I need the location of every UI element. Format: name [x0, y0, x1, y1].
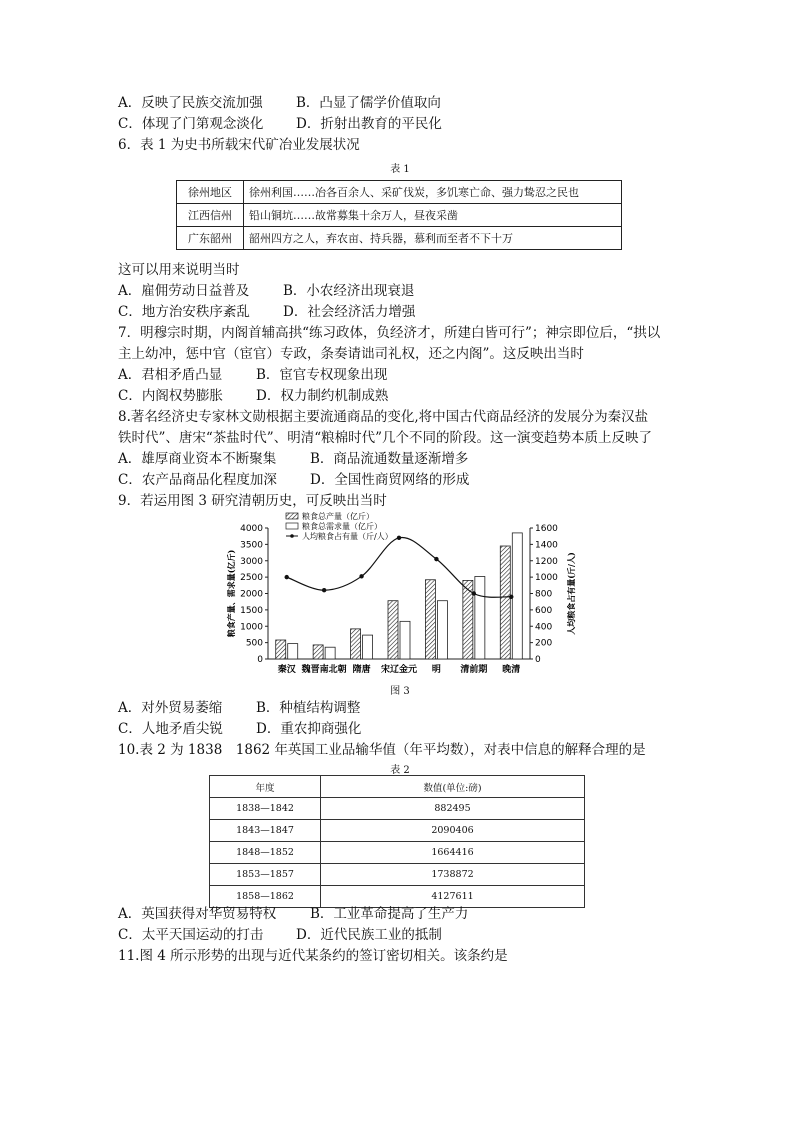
q6-option-d: D．社会经济活力增强 [283, 304, 416, 320]
q7-option-a: A．君相矛盾凸显 [118, 367, 223, 383]
q9-options-row2 [118, 719, 361, 739]
per-capita-point [397, 536, 401, 540]
table2-value: 882495 [321, 798, 585, 820]
demand-bar [363, 635, 373, 659]
q7-options-row2 [118, 386, 388, 406]
y2-tick-label: 1200 [535, 556, 558, 567]
per-capita-point [472, 591, 476, 595]
demand-bar [288, 644, 298, 659]
y-tick-label: 1000 [240, 622, 263, 633]
table-row [177, 227, 622, 250]
chart-legend [286, 511, 393, 541]
table-row [177, 181, 622, 204]
legend-label-per-capita: 人均粮食占有量（斤/人） [302, 532, 393, 541]
q6-option-a: A．雇佣劳动日益普及 [118, 283, 250, 299]
y-tick-label: 500 [245, 638, 263, 649]
per-capita-point [434, 557, 438, 561]
table1-text: 徐州利国……冶各百余人、采矿伐炭，多饥寒亡命、强力鸷忍之民也 [244, 181, 622, 204]
production-bar [500, 546, 510, 659]
q10-options-row1 [118, 904, 468, 924]
chart-bars [276, 533, 523, 659]
y-tick-label: 3500 [240, 540, 263, 551]
q8-stem-line2: 铁时代”、唐宋“茶盐时代”、明清“粮棉时代”几个不同的阶段。这一演变趋势本质上反映了 [118, 430, 653, 446]
table-header-row [210, 776, 585, 798]
q11-stem: 11.图 4 所示形势的出现与近代某条约的签订密切相关。该条约是 [118, 948, 508, 964]
q6-option-c: C．地方治安秩序紊乱 [118, 304, 250, 320]
q5-options-row2 [118, 114, 442, 134]
y2-tick-label: 1000 [535, 573, 558, 584]
figure3-chart [222, 508, 582, 678]
q8-option-a: A．雄厚商业资本不断聚集 [118, 451, 277, 467]
table-row [210, 842, 585, 864]
demand-bar [325, 647, 335, 659]
q6-option-b: B．小农经济出现衰退 [283, 283, 415, 299]
q6-tail: 这可以用来说明当时 [118, 262, 240, 278]
q5-option-d: D．折射出教育的平民化 [296, 116, 442, 132]
y-tick-label: 4000 [240, 524, 263, 534]
q10-option-c: C．太平天国运动的打击 [118, 927, 264, 943]
production-bar [276, 640, 286, 659]
y2-tick-label: 600 [535, 605, 553, 616]
q10-option-b: B．工业革命提高了生产力 [310, 906, 469, 922]
table-row [210, 820, 585, 842]
table1-caption: 表 1 [390, 164, 410, 175]
table2-year: 1858—1862 [210, 886, 321, 908]
y2-axis-title: 人均粮食占有量(斤/人) [566, 552, 576, 635]
y2-tick-label: 800 [535, 589, 553, 600]
q8-option-c: C．农产品商品化程度加深 [118, 472, 277, 488]
q9-option-c: C．人地矛盾尖锐 [118, 721, 223, 737]
y-tick-label: 3000 [240, 556, 263, 567]
demand-bar [437, 601, 447, 659]
legend-label-demand: 粮食总需求量（亿斤） [302, 522, 382, 531]
table-row [210, 864, 585, 886]
table2-year: 1838—1842 [210, 798, 321, 820]
q6-stem: 6．表 1 为史书所载宋代矿冶业发展状况 [118, 137, 360, 153]
table-row [210, 798, 585, 820]
y2-tick-label: 200 [535, 638, 553, 649]
table1 [176, 180, 622, 250]
per-capita-point [285, 575, 289, 579]
legend-swatch-point [290, 534, 294, 538]
y2-tick-label: 1600 [535, 524, 558, 534]
chart-labels [277, 663, 521, 675]
q5-options-row1 [118, 93, 441, 113]
table2-year: 1843—1847 [210, 820, 321, 842]
y-tick-label: 0 [257, 655, 263, 665]
q6-options-row2 [118, 302, 415, 322]
figure3-caption: 图 3 [390, 686, 410, 697]
per-capita-point [359, 574, 363, 578]
table2-value: 1664416 [321, 842, 585, 864]
demand-bar [400, 621, 410, 659]
y2-tick-label: 0 [535, 655, 541, 665]
q7-option-d: D．权力制约机制成熟 [256, 388, 389, 404]
q8-options-row1 [118, 449, 468, 469]
table2-value: 1738872 [321, 864, 585, 886]
table-row [177, 204, 622, 227]
table1-region: 广东韶州 [177, 227, 244, 250]
y-tick-label: 2500 [240, 573, 263, 584]
x-tick-label: 晚清 [502, 665, 521, 675]
q8-stem-line1: 8.著名经济史专家林文勋根据主要流通商品的变化,将中国古代商品经济的发展分为秦汉盐 [118, 409, 649, 425]
table2 [209, 775, 585, 908]
q5-option-c: C．体现了门第观念淡化 [118, 116, 264, 132]
table1-text: 韶州四方之人，弃农亩、持兵器，慕利而至者不下十万 [244, 227, 622, 250]
q7-stem-line2: 主上幼冲，惩中官（宦官）专政，条奏请诎司礼权，还之内阁”。这反映出当时 [118, 346, 584, 362]
production-bar [388, 601, 398, 659]
x-tick-label: 清前期 [460, 665, 488, 675]
y-tick-label: 1500 [240, 605, 263, 616]
q8-options-row2 [118, 470, 469, 490]
production-bar [351, 629, 361, 659]
q9-option-b: B．种植结构调整 [256, 700, 361, 716]
q7-option-b: B．宦官专权现象出现 [256, 367, 388, 383]
per-capita-point [509, 595, 513, 599]
q10-stem: 10.表 2 为 1838 1862 年英国工业品输华值（年平均数），对表中信息的解释合理的是 [118, 742, 646, 758]
q8-option-b: B．商品流通数量逐渐增多 [310, 451, 469, 467]
x-tick-label: 明 [431, 665, 441, 675]
q5-option-a: A．反映了民族交流加强 [118, 95, 263, 111]
q9-option-a: A．对外贸易萎缩 [118, 700, 223, 716]
x-tick-label: 隋唐 [352, 665, 371, 675]
q7-option-c: C．内阁权势膨胀 [118, 388, 223, 404]
table1-region: 徐州地区 [177, 181, 244, 204]
table1-region: 江西信州 [177, 204, 244, 227]
legend-swatch-production [286, 513, 298, 519]
per-capita-point [322, 588, 326, 592]
production-bar [425, 580, 435, 659]
y2-tick-label: 1400 [535, 540, 558, 551]
y-axis-title: 粮食产量、需求量(亿斤) [226, 549, 236, 638]
q9-options-row1 [118, 698, 360, 718]
table2-year: 1848—1852 [210, 842, 321, 864]
x-tick-label: 魏晋南北朝 [301, 665, 347, 675]
table2-year: 1853—1857 [210, 864, 321, 886]
table2-header-value: 数值(单位:磅) [321, 776, 585, 798]
demand-bar [512, 533, 522, 659]
q10-options-row2 [118, 925, 442, 945]
q10-option-a: A．英国获得对华贸易特权 [118, 906, 277, 922]
demand-bar [475, 576, 485, 659]
q8-option-d: D．全国性商贸网络的形成 [310, 472, 470, 488]
q9-option-d: D．重农抑商强化 [256, 721, 362, 737]
y2-tick-label: 400 [535, 622, 553, 633]
table2-header-year: 年度 [210, 776, 321, 798]
table2-caption: 表 2 [390, 765, 410, 776]
legend-label-production: 粮食总产量（亿斤） [302, 512, 374, 521]
q6-options-row1 [118, 281, 414, 301]
legend-swatch-demand [286, 523, 298, 529]
q9-stem: 9．若运用图 3 研究清朝历史，可反映出当时 [118, 493, 387, 509]
production-bar [313, 645, 323, 659]
table2-value: 2090406 [321, 820, 585, 842]
table1-text: 铅山铜坑……故常募集十余万人，昼夜采凿 [244, 204, 622, 227]
q5-option-b: B．凸显了儒学价值取向 [296, 95, 441, 111]
y-tick-label: 2000 [240, 589, 263, 600]
q7-options-row1 [118, 365, 387, 385]
q10-option-d: D．近代民族工业的抵制 [296, 927, 442, 943]
table2-value: 4127611 [321, 886, 585, 908]
x-tick-label: 秦汉 [277, 665, 296, 675]
x-tick-label: 宋辽金元 [380, 665, 418, 675]
q7-stem-line1: 7．明穆宗时期，内阁首辅高拱“练习政体，负经济才，所建白皆可行”；神宗即位后，“拱以 [118, 325, 661, 341]
